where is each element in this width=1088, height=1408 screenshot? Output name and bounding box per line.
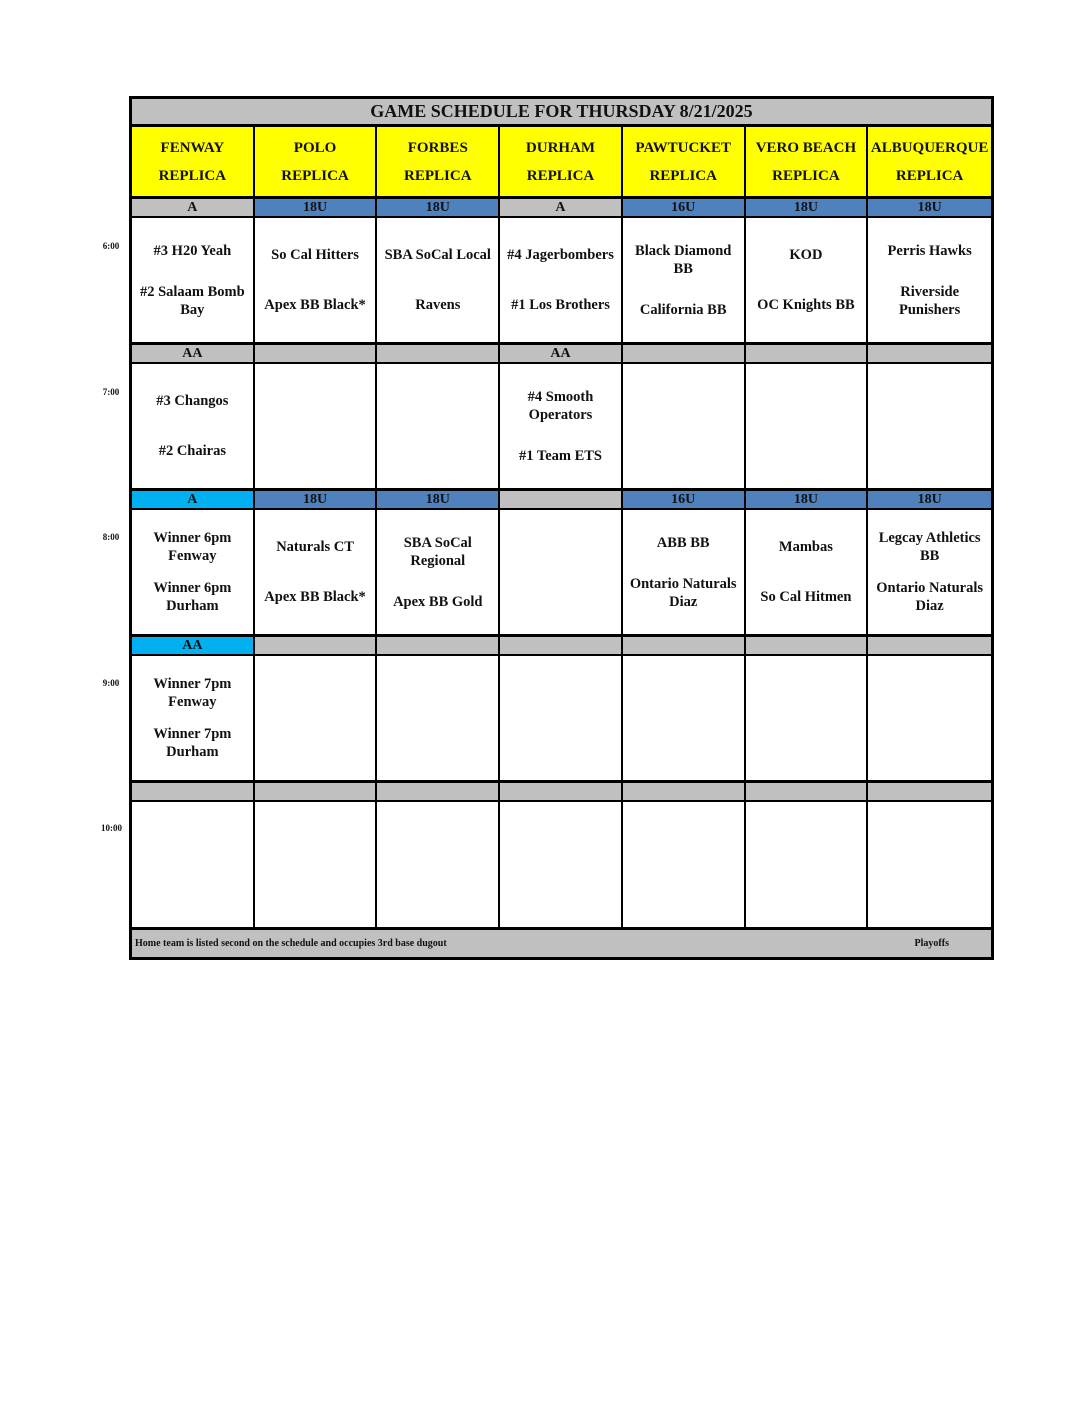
game-cell — [500, 364, 623, 491]
division-label — [377, 783, 500, 802]
home-team: Apex BB Black* — [264, 589, 366, 605]
game-cell — [868, 802, 991, 929]
home-team: OC Knights BB — [757, 297, 855, 313]
division-label — [500, 783, 623, 802]
field-sub: REPLICA — [526, 167, 595, 184]
field-sub: REPLICA — [404, 167, 472, 184]
field-name: ALBUQUERQUE — [870, 139, 989, 156]
game-cell — [500, 802, 623, 929]
game-cell — [623, 364, 746, 491]
field-name: FENWAY — [160, 139, 225, 156]
away-team: #4 Jagerbombers — [507, 247, 614, 263]
away-team: So Cal Hitters — [271, 247, 359, 263]
game-cell — [623, 802, 746, 929]
time-label: 10:00 — [101, 823, 122, 833]
game-cell — [868, 510, 991, 637]
division-label — [623, 783, 746, 802]
field-sub: REPLICA — [895, 167, 964, 184]
time-label: 7:00 — [102, 387, 120, 397]
division-label — [746, 345, 869, 364]
division-label: AA — [132, 345, 255, 364]
home-team: Apex BB Black* — [264, 297, 366, 313]
home-team: Winner 7pm Durham — [153, 726, 232, 760]
division-label — [868, 637, 991, 656]
division-label — [132, 783, 255, 802]
field-name: DURHAM — [525, 139, 596, 156]
division-label — [623, 345, 746, 364]
game-cell — [132, 218, 255, 345]
division-label: 18U — [255, 199, 378, 218]
game-cell — [255, 510, 378, 637]
division-label: 18U — [868, 199, 991, 218]
away-team: Naturals CT — [276, 539, 354, 555]
time-label: 6:00 — [102, 241, 120, 251]
field-sub: REPLICA — [158, 167, 227, 184]
away-team: Winner 7pm Fenway — [153, 676, 232, 710]
division-label: A — [132, 491, 255, 510]
division-label: 18U — [746, 199, 869, 218]
schedule-footer — [132, 929, 991, 957]
home-team: #2 Chairas — [158, 443, 226, 459]
division-label: A — [132, 199, 255, 218]
game-cell — [255, 656, 378, 783]
field-header-albuquerque — [868, 127, 991, 199]
home-team: #2 Salaam Bomb Bay — [139, 283, 245, 318]
away-team: SBA SoCal Regional — [403, 534, 472, 569]
division-label — [255, 783, 378, 802]
away-team: Perris Hawks — [887, 242, 972, 259]
game-cell — [255, 218, 378, 345]
division-label — [500, 637, 623, 656]
division-label — [377, 637, 500, 656]
game-cell — [746, 510, 869, 637]
game-cell — [623, 656, 746, 783]
away-team: #3 Changos — [156, 393, 229, 409]
playoffs-label: Playoffs — [914, 938, 949, 949]
field-header-pawtucket — [623, 127, 746, 199]
away-team: SBA SoCal Local — [384, 247, 491, 263]
game-cell — [746, 364, 869, 491]
game-cell — [868, 656, 991, 783]
away-team: #4 Smooth Operators — [527, 388, 594, 423]
division-label: 18U — [255, 491, 378, 510]
home-team: #1 Team ETS — [518, 447, 602, 464]
game-cell — [500, 218, 623, 345]
division-label: 18U — [377, 199, 500, 218]
away-team: #3 H20 Yeah — [153, 242, 232, 259]
division-label: AA — [132, 637, 255, 656]
game-cell — [132, 656, 255, 783]
field-header-forbes — [377, 127, 500, 199]
away-team: Black Diamond BB — [635, 242, 732, 277]
game-cell — [868, 218, 991, 345]
time-label: 8:00 — [102, 532, 120, 542]
game-cell — [623, 510, 746, 637]
division-label — [255, 345, 378, 364]
division-label — [255, 637, 378, 656]
schedule-title: GAME SCHEDULE FOR THURSDAY 8/21/2025 — [132, 99, 991, 127]
field-sub: REPLICA — [649, 167, 717, 184]
game-cell — [377, 656, 500, 783]
game-cell — [377, 218, 500, 345]
division-label — [868, 345, 991, 364]
home-team: Winner 6pm Durham — [153, 580, 232, 614]
away-team: Winner 6pm Fenway — [153, 530, 232, 564]
away-team: ABB BB — [656, 534, 710, 551]
time-label: 9:00 — [102, 678, 120, 688]
game-cell — [746, 218, 869, 345]
field-header-vero-beach — [746, 127, 869, 199]
division-label: AA — [500, 345, 623, 364]
home-team: California BB — [639, 301, 727, 318]
game-cell — [255, 802, 378, 929]
division-label — [623, 637, 746, 656]
home-team: Ontario Naturals Diaz — [629, 575, 737, 610]
field-name: VERO BEACH — [755, 139, 857, 156]
game-cell — [377, 510, 500, 637]
field-header-durham — [500, 127, 623, 199]
home-team: Apex BB Gold — [393, 593, 483, 610]
division-label — [746, 637, 869, 656]
division-label: 16U — [623, 199, 746, 218]
division-label — [377, 345, 500, 364]
field-sub: REPLICA — [281, 167, 349, 184]
field-name: PAWTUCKET — [635, 139, 731, 156]
home-team-note: Home team is listed second on the schedule and occupies 3rd base dugout — [135, 938, 447, 949]
home-team: #1 Los Brothers — [511, 297, 610, 313]
division-label — [500, 491, 623, 510]
game-cell — [377, 364, 500, 491]
division-label: 16U — [623, 491, 746, 510]
away-team: Mambas — [778, 539, 833, 555]
division-label: 18U — [746, 491, 869, 510]
field-sub: REPLICA — [772, 167, 840, 184]
division-label: 18U — [377, 491, 500, 510]
division-label: A — [500, 199, 623, 218]
division-label: 18U — [868, 491, 991, 510]
home-team: So Cal Hitmen — [760, 589, 852, 605]
home-team: Ravens — [415, 297, 461, 313]
home-team: Ontario Naturals Diaz — [876, 580, 983, 614]
schedule-table — [129, 96, 994, 960]
field-name: FORBES — [407, 139, 468, 156]
division-label — [746, 783, 869, 802]
field-header-fenway — [132, 127, 255, 199]
game-cell — [500, 510, 623, 637]
game-cell — [868, 364, 991, 491]
game-cell — [500, 656, 623, 783]
home-team: Riverside Punishers — [899, 283, 961, 318]
away-team: KOD — [789, 247, 823, 263]
field-name: POLO — [293, 139, 337, 156]
game-cell — [255, 364, 378, 491]
field-header-polo — [255, 127, 378, 199]
game-cell — [377, 802, 500, 929]
game-cell — [132, 510, 255, 637]
away-team: Legcay Athletics BB — [878, 530, 981, 564]
division-label — [868, 783, 991, 802]
game-cell — [746, 802, 869, 929]
game-cell — [132, 802, 255, 929]
game-cell — [132, 364, 255, 491]
game-cell — [746, 656, 869, 783]
game-cell — [623, 218, 746, 345]
